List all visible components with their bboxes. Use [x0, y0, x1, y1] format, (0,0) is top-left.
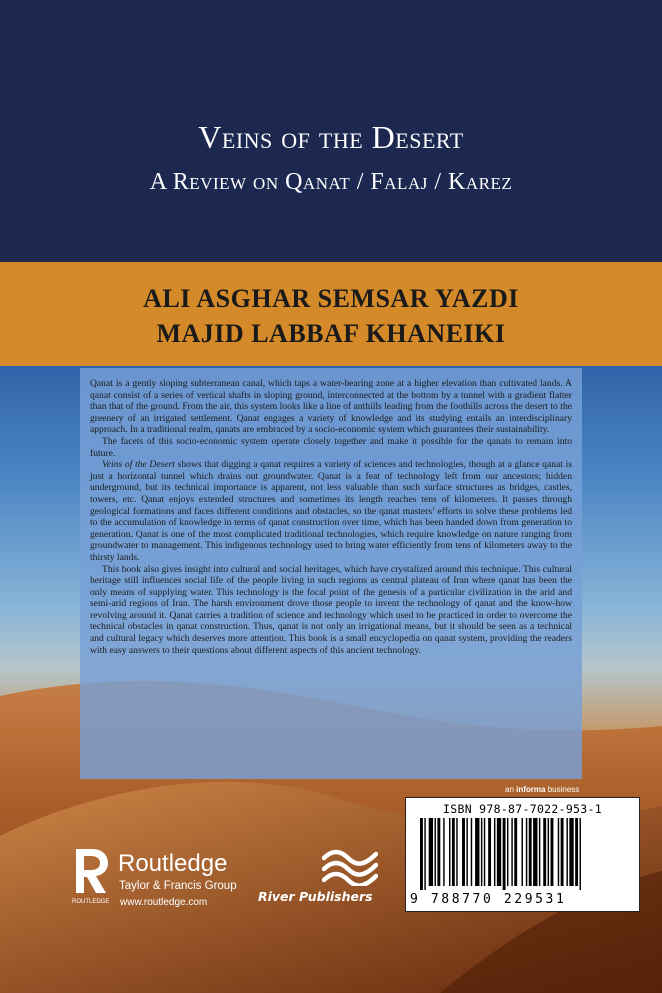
author-name-2: MAJID LABBAF KHANEIKI: [156, 319, 506, 348]
routledge-group: Taylor & Francis Group: [119, 880, 237, 892]
routledge-url: www.routledge.com: [120, 897, 208, 908]
isbn-barcode: [405, 797, 640, 912]
barcode-icon: [420, 818, 625, 890]
book-title: Veins of the Desert: [198, 119, 464, 155]
routledge-r-logo-icon: [70, 845, 112, 905]
description-paragraph-4: This book also gives insight into cultural and social heritages, which have crystalized around this technique. This cultural heritage still influences social life of the people living in such regions as central plateau of Iran where qanat has been the only means of supplying water. This technology is the focal point of the genesis of a particular civilization in the arid and semi-arid regions of Iran. The harsh environment drove those people to invent the technology of qanat and the know-how revolving around it. Qanat carries a tradition of science and technology which used to be practiced in order to overcome the technical obstacles in qanat construction. Thus, qanat is not only an irrigational means, but it should be seen as a technical and cultural legacy which deserves more attention. This book is a small encyclopedia on qanat system, providing the readers with easy answers to their questions about different aspects of this ancient technology.: [90, 563, 572, 656]
description-paragraph-2: The facets of this socio-economic system operate closely together and make it possible for the qanats to remain into future.: [90, 435, 572, 459]
river-publishers-name: River Publishers: [258, 889, 373, 904]
ean-digits: 9 788770 229531: [410, 892, 567, 907]
informa-business-tagline: [505, 785, 579, 794]
informa-brand: informa: [516, 785, 546, 794]
description-paragraph-3: [90, 459, 572, 563]
book-description-panel: [80, 368, 582, 779]
description-paragraph-1: Qanat is a gently sloping subterranean canal, which taps a water-bearing zone at a higher elevation than cultivated lands. A qanat consist of a series of vertical shafts in sloping ground, interconnected at the bottom by a tunnel with a gradient flatter than that of the ground. From the air, this system looks like a line of anthills leading from the foothills across the desert to the greenery of an irrigated settlement. Qanat engages a variety of knowledge and its studying entails an interdisciplinary approach. In a traditional realm, qanats are embraced by a socio-economic system which guarantees their sustainability.: [90, 378, 572, 436]
routledge-name: Routledge: [118, 850, 228, 877]
isbn-number: ISBN 978-87-7022-953-1: [443, 802, 602, 816]
description-paragraph-3-text: shows that digging a qanat requires a variety of sciences and technologies, though at a glance qanat is just a horizontal tunnel which drains out groundwater. Qanat is a feat of technology left from our ancestors; hidden underground, but its technical importance is apparent, not less valuable than such surface structures as bridges, castles, towers, etc. Qanat enjoys extended structures and sometimes its length reaches tens of kilometers. It passes through geological formations and faces different conditions and obstacles, so the qanat masters’ efforts to solve these problems led to the accumulation of knowledge in terms of qanat construction over time, which has been handed down from generation to generation. Qanat is one of the most complicated traditional technologies, which require knowledge on nature ranging from groundwater to management. This indigenous technology used to bring water efficiently from tens of kilometers away to the thirsty lands.: [90, 459, 572, 563]
informa-prefix: an: [505, 785, 517, 794]
river-publishers-waves-logo-icon: [322, 848, 378, 886]
routledge-vertical-label: ROUTLEDGE: [72, 899, 110, 905]
book-title-italic: Veins of the Desert: [102, 459, 175, 471]
book-subtitle: A Review on Qanat / Falaj / Karez: [149, 169, 513, 195]
author-name-1: ALI ASGHAR SEMSAR YAZDI: [143, 284, 519, 313]
author-band: [0, 262, 662, 366]
informa-suffix: business: [545, 785, 580, 794]
